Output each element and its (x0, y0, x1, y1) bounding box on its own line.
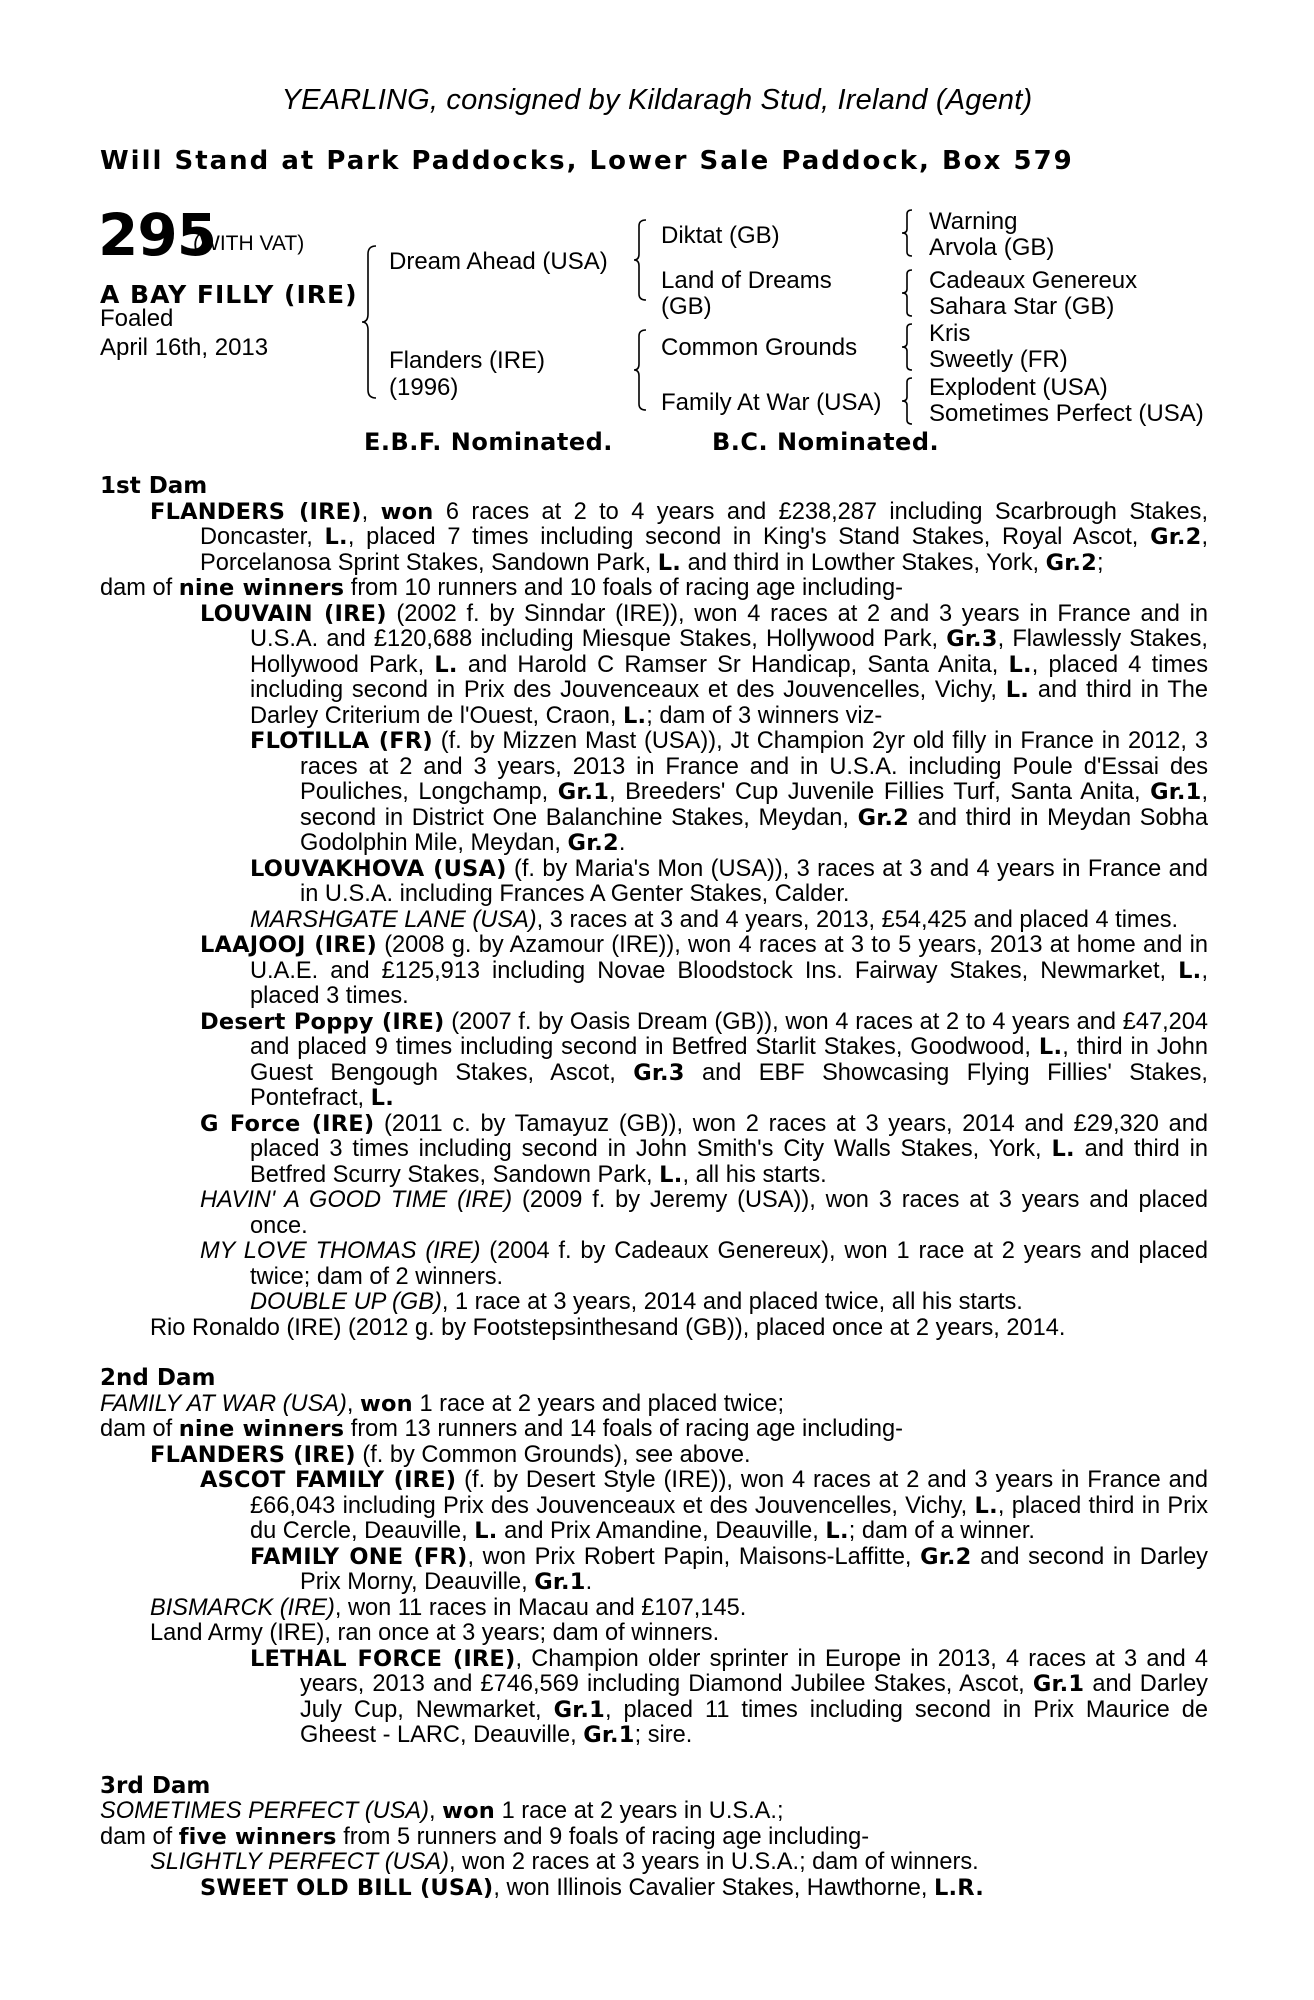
produce-g-force: G Force (IRE) (2011 c. by Tamayuz (GB)), won 2 races at 3 years, 2014 and £29,320 and placed 3 times including second in John Smith's City Walls Stakes, York, L. and third in Betfred Scurry Stakes, Sandown Park, L., all his starts. (200, 1110, 1208, 1188)
produce-desert-poppy: Desert Poppy (IRE) (2007 f. by Oasis Dream (GB)), won 4 races at 2 to 4 years and £47,204 and placed 9 times including second in Betfred Starlit Stakes, Goodwood, L., third in John Guest Bengough Stakes, Ascot, Gr.3 and EBF Showcasing Flying Fillies' Stakes, Pontefract, L. (200, 1008, 1208, 1111)
produce-louvakhova: LOUVAKHOVA (USA) (f. by Maria's Mon (USA)), 3 races at 3 and 4 years in France and in U.S.A. including Frances A Genter Stakes, Calder. (250, 855, 1209, 907)
dam-year: (1996) (389, 374, 459, 401)
third-dam-entry: SOMETIMES PERFECT (USA), won 1 race at 2 years in U.S.A.; (100, 1798, 784, 1824)
horse-name: A BAY FILLY (IRE) (100, 280, 358, 309)
gen3-8: Sometimes Perfect (USA) (929, 400, 1204, 427)
gen3-2: Arvola (GB) (929, 234, 1055, 261)
dam-dam: Family At War (USA) (661, 389, 882, 416)
gen3-4: Sahara Star (GB) (929, 293, 1115, 320)
dam-sire: Common Grounds (661, 334, 858, 361)
lot-number: 295 (98, 201, 217, 269)
produce-rio-ronaldo: Rio Ronaldo (IRE) (2012 g. by Footstepsinthesand (GB)), placed once at 2 years, 2014. (150, 1314, 1066, 1341)
first-dam-heading: 1st Dam (100, 473, 208, 499)
produce-lethal-force: LETHAL FORCE (IRE), Champion older sprinter in Europe in 2013, 4 races at 3 and 4 years, 2013 and £746,569 including Diamond Jubilee Stakes, Ascot, Gr.1 and Darley July Cup, Newmarket, Gr.1, placed 11 times including second in Prix Maurice de Gheest - LARC, Deauville, Gr.1; sire. (250, 1645, 1208, 1748)
gen3-6: Sweetly (FR) (929, 346, 1068, 373)
ebf-nominated: E.B.F. Nominated. (364, 428, 613, 456)
bc-nominated: B.C. Nominated. (712, 428, 940, 456)
produce-land-army: Land Army (IRE), ran once at 3 years; dam of winners. (150, 1620, 720, 1646)
produce-bismarck: BISMARCK (IRE), won 11 races in Macau and £107,145. (150, 1594, 747, 1621)
consignment-title: YEARLING, consigned by Kildaragh Stud, Ireland (Agent) (281, 84, 1033, 116)
produce-ascot-family: ASCOT FAMILY (IRE) (f. by Desert Style (IRE)), won 4 races at 2 and 3 years in France and £66,043 including Prix des Jouvenceaux et des Jouvencelles, Vichy, L., placed third in Prix du Cercle, Deauville, L. and Prix Amandine, Deauville, L.; dam of a winner. (200, 1467, 1208, 1544)
foaled-date: April 16th, 2013 (100, 334, 269, 361)
gen3-7: Explodent (USA) (929, 374, 1108, 401)
gen3-5: Kris (929, 320, 971, 347)
first-dam-entry: FLANDERS (IRE), won 6 races at 2 to 4 years and £238,287 including Scarbrough Stakes, Doncaster, L., placed 7 times including second in King's Stand Stakes, Royal Ascot, Gr.2, Porcelanosa Sprint Stakes, Sandown Park, L. and third in Lowther Stakes, York, Gr.2; (150, 498, 1208, 576)
first-dam-produce-summary: dam of nine winners from 10 runners and 10 foals of racing age including- (100, 575, 903, 601)
third-dam-heading: 3rd Dam (100, 1772, 211, 1799)
produce-slightly-perfect: SLIGHTLY PERFECT (USA), won 2 races at 3 years in U.S.A.; dam of winners. (150, 1849, 979, 1875)
vat-note: (WITH VAT) (193, 232, 305, 255)
second-dam-entry: FAMILY AT WAR (USA), won 1 race at 2 years and placed twice; (100, 1390, 785, 1417)
second-dam-heading: 2nd Dam (100, 1365, 216, 1391)
pedigree-brace-g1 (900, 208, 914, 258)
gen3-3: Cadeaux Genereux (929, 267, 1138, 294)
produce-marshgate-lane: MARSHGATE LANE (USA), 3 races at 3 and 4 years, 2013, £54,425 and placed 4 times. (250, 906, 1179, 933)
pedigree-brace-main (360, 244, 378, 400)
gen3-1: Warning (929, 208, 1018, 235)
produce-flotilla: FLOTILLA (FR) (f. by Mizzen Mast (USA)), Jt Champion 2yr old filly in France in 2012, 3 races at 2 and 3 years, 2013 in France and in U.S.A. including Poule d'Essai des Pouliches, Longchamp, Gr.1, Breeders' Cup Juvenile Fillies Turf, Santa Anita, Gr.1, second in District One Balanchine Stakes, Meydan, Gr.2 and third in Meydan Sobha Godolphin Mile, Meydan, Gr.2. (250, 728, 1208, 856)
produce-louvain: LOUVAIN (IRE) (2002 f. by Sinndar (IRE)), won 4 races at 2 and 3 years in France and in U.S.A. and £120,688 including Miesque Stakes, Hollywood Park, Gr.3, Flawlessly Stakes, Hollywood Park, L. and Harold C Ramser Sr Handicap, Santa Anita, L., placed 4 times including second in Prix des Jouvenceaux et des Jouvencelles, Vichy, L. and third in The Darley Criterium de l'Ouest, Craon, L.; dam of 3 winners viz- (200, 600, 1208, 729)
pedigree-brace-g3 (900, 322, 914, 372)
foaled-label: Foaled (100, 305, 174, 332)
produce-sweet-old-bill: SWEET OLD BILL (USA), won Illinois Cavalier Stakes, Hawthorne, L.R. (200, 1874, 984, 1901)
third-dam-produce-summary: dam of five winners from 5 runners and 9 foals of racing age including- (100, 1823, 870, 1850)
pedigree-brace-sire (632, 218, 648, 302)
produce-my-love-thomas: MY LOVE THOMAS (IRE) (2004 f. by Cadeaux Genereux), won 1 race at 2 years and placed twice; dam of 2 winners. (200, 1238, 1208, 1290)
produce-laajooj: LAAJOOJ (IRE) (2008 g. by Azamour (IRE)), won 4 races at 3 to 5 years, 2013 at home and in U.A.E. and £125,913 including Novae Bloodstock Ins. Fairway Stakes, Newmarket, L., placed 3 times. (200, 932, 1208, 1009)
dam: Flanders (IRE) (389, 347, 546, 374)
produce-flanders: FLANDERS (IRE) (f. by Common Grounds), see above. (150, 1441, 751, 1468)
sire: Dream Ahead (USA) (389, 248, 608, 275)
produce-family-one: FAMILY ONE (FR), won Prix Robert Papin, Maisons-Laffitte, Gr.2 and second in Darley Prix Morny, Deauville, Gr.1. (250, 1543, 1208, 1595)
pedigree-brace-g2 (900, 268, 914, 318)
stand-location: Will Stand at Park Paddocks, Lower Sale Paddock, Box 579 (100, 146, 1074, 176)
sire-dam-line1: Land of Dreams (661, 267, 832, 294)
pedigree-brace-g4 (900, 376, 914, 426)
second-dam-produce-summary: dam of nine winners from 13 runners and 14 foals of racing age including- (100, 1416, 903, 1442)
sire-dam-line2: (GB) (661, 293, 712, 320)
pedigree-brace-dam (632, 328, 648, 412)
sire-sire: Diktat (GB) (661, 222, 780, 249)
produce-double-up: DOUBLE UP (GB), 1 race at 3 years, 2014 and placed twice, all his starts. (250, 1289, 1023, 1315)
produce-havin-a-good-time: HAVIN' A GOOD TIME (IRE) (2009 f. by Jeremy (USA)), won 3 races at 3 years and placed once. (200, 1187, 1208, 1239)
produce-record (100, 474, 1208, 1901)
